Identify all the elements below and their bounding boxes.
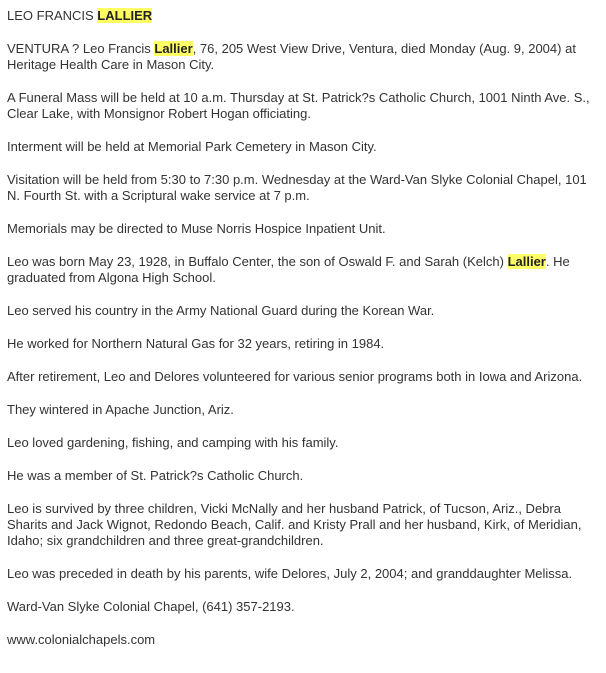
paragraph-military: Leo served his country in the Army National Guard during the Korean War. (7, 303, 435, 318)
paragraph-retirement: After retirement, Leo and Delores volunteered for various senior programs both in Iowa and Arizona. (7, 369, 583, 384)
paragraph-preceded: Leo was preceded in death by his parents, wife Delores, July 2, 2004; and granddaughter Melissa. (7, 566, 573, 581)
intro-after: , 76, 205 West View Drive, Ventura, died Monday (Aug. 9, 2004) at Heritage Health Care in Mason City. (7, 41, 576, 72)
birth-before: Leo was born May 23, 1928, in Buffalo Center, the son of Oswald F. and Sarah (Kelch) (7, 254, 508, 269)
website-text: www.colonialchapels.com (7, 632, 156, 647)
paragraph-membership: He was a member of St. Patrick?s Catholic Church. (7, 468, 304, 483)
paragraph-survivors: Leo is survived by three children, Vicki McNally and her husband Patrick, of Tucson, Ariz., Debra Sharits and Jack Wignot, Redondo Beach, Calif. and Kristy Prall and her husband, Kirk, of Meridian, Idaho; six grandchildren and three great-grandchildren. (7, 501, 582, 548)
paragraph-wintered: They wintered in Apache Junction, Ariz. (7, 402, 234, 417)
paragraph-intro (7, 41, 598, 73)
highlighted-surname: Lallier (507, 254, 546, 269)
paragraph-memorials: Memorials may be directed to Muse Norris Hospice Inpatient Unit. (7, 221, 386, 236)
paragraph-birth (7, 254, 598, 286)
paragraph-career: He worked for Northern Natural Gas for 32 years, retiring in 1984. (7, 336, 385, 351)
paragraph-chapel-contact: Ward-Van Slyke Colonial Chapel, (641) 357-2193. (7, 599, 295, 614)
title-highlighted-surname: LALLIER (97, 8, 153, 23)
birth-after: . He graduated from Algona High School. (7, 254, 570, 285)
paragraph-hobbies: Leo loved gardening, fishing, and camping with his family. (7, 435, 339, 450)
obituary-title (7, 8, 598, 24)
highlighted-surname: Lallier (154, 41, 193, 56)
paragraph-interment: Interment will be held at Memorial Park Cemetery in Mason City. (7, 139, 377, 154)
intro-before: VENTURA ? Leo Francis (7, 41, 155, 56)
paragraph-funeral-mass: A Funeral Mass will be held at 10 a.m. Thursday at St. Patrick?s Catholic Church, 1001 Ninth Ave. S., Clear Lake, with Monsignor Robert Hogan officiating. (7, 90, 590, 121)
paragraph-visitation: Visitation will be held from 5:30 to 7:30 p.m. Wednesday at the Ward-Van Slyke Colonial Chapel, 101 N. Fourth St. with a Scriptural wake service at 7 p.m. (7, 172, 587, 203)
title-prefix: LEO FRANCIS (7, 8, 98, 23)
